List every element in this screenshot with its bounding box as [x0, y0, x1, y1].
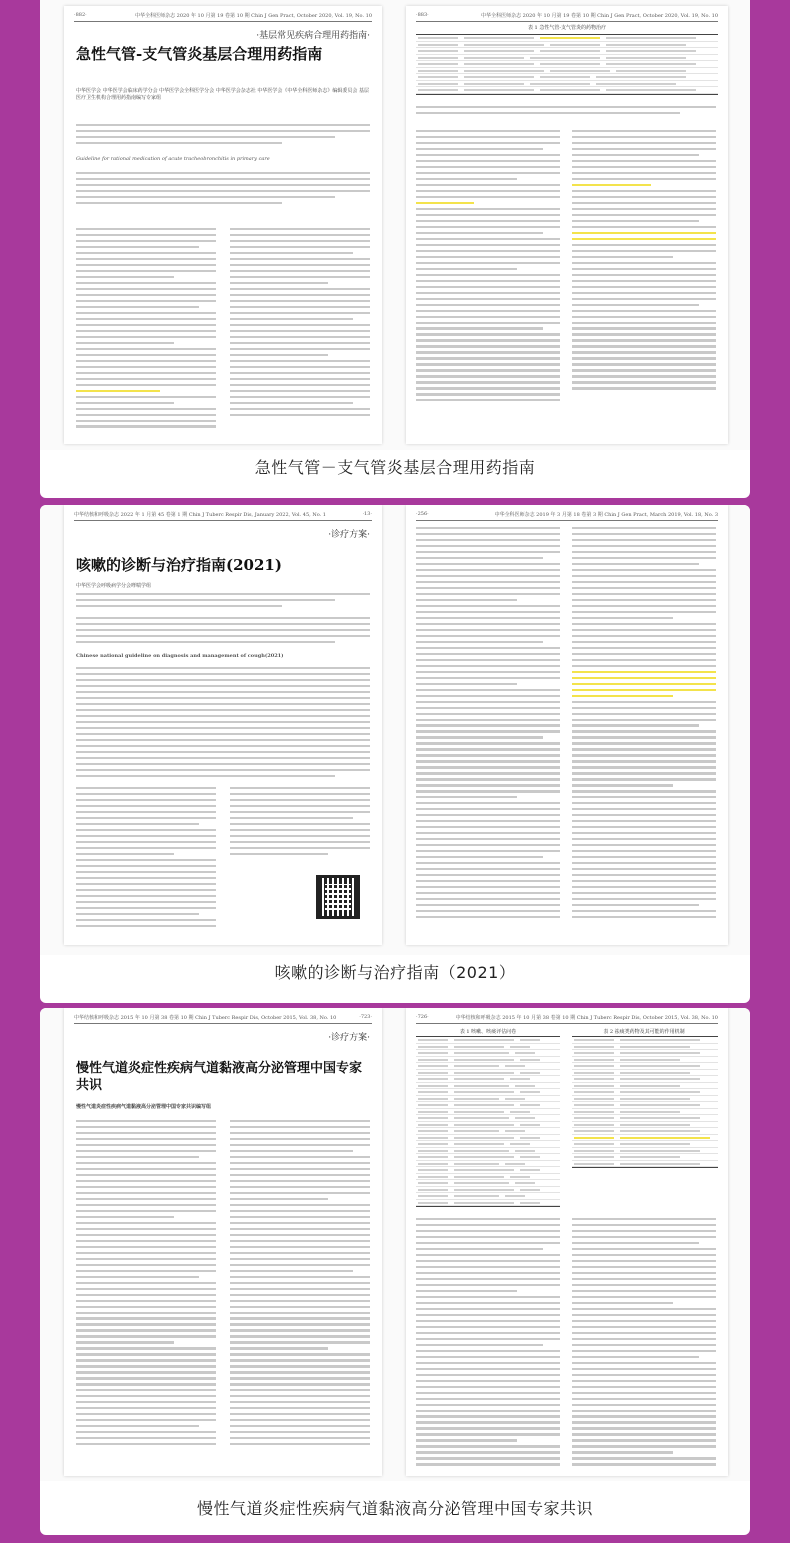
page-number: ·882·	[74, 12, 87, 18]
mucolytic-drug-table	[572, 1036, 718, 1168]
page-number: ·256·	[416, 511, 429, 517]
page-number: ·723·	[359, 1014, 372, 1020]
running-head	[74, 511, 372, 521]
body-column-right	[230, 787, 370, 859]
page-number: ·726·	[416, 1014, 429, 1020]
section-label: ·诊疗方案·	[328, 1033, 370, 1043]
running-head	[416, 511, 718, 521]
body-column-left	[416, 527, 560, 922]
body-column-right	[230, 1120, 370, 1449]
body-column-left	[76, 787, 216, 931]
abstract-text	[76, 124, 370, 148]
document-page-left	[64, 6, 382, 444]
document-page-right	[406, 505, 728, 945]
document-page-right	[406, 6, 728, 444]
journal-info: 中华结核和呼吸杂志 2015 年 10 月第 38 卷第 10 期 Chin J Tuberc Respir Dis, October 2015, Vol. 38, No. 10	[74, 1015, 337, 1021]
body-column-right	[230, 228, 370, 420]
document-title: 慢性气道炎症性疾病气道黏液高分泌管理中国专家共识	[76, 1061, 363, 1093]
document-preview	[40, 0, 750, 450]
journal-info: 中华全科医师杂志 2020 年 10 月第 19 卷第 10 期 Chin J Gen Pract, October 2020, Vol. 19, No. 10	[135, 13, 372, 19]
running-head	[74, 1014, 372, 1024]
document-caption: 急性气管－支气管炎基层合理用药指南	[254, 458, 536, 477]
journal-info: 中华全科医师杂志 2020 年 10 月第 19 卷第 10 期 Chin J Gen Pract, October 2020, Vol. 19, No. 10	[481, 13, 718, 19]
english-abstract	[76, 667, 370, 781]
table-title: 表 1 急性气管-支气管炎的药物治疗	[527, 25, 607, 31]
document-preview	[40, 1008, 750, 1481]
affiliation	[76, 593, 370, 611]
english-title: Guideline for rational medication of acute tracheobronchitis in primary care	[76, 156, 270, 162]
authors: 中华医学会 中华医学会临床药学分会 中华医学会全科医学分会 中华医学会杂志社 中华医学会《中华全科医师杂志》编辑委员会 基层医疗卫生机构合理用药指南编写专家组	[76, 88, 369, 101]
body-column-right	[572, 1218, 716, 1469]
table-note	[416, 106, 716, 118]
table-title-1: 表 1 咳嗽、咳痰评估问卷	[459, 1029, 517, 1035]
running-head	[416, 12, 718, 22]
document-caption: 慢性气道炎症性疾病气道黏液高分泌管理中国专家共识	[196, 1499, 593, 1518]
english-title: Chinese national guideline on diagnosis and management of cough(2021)	[76, 653, 284, 659]
drug-table	[416, 34, 718, 95]
table-title-2: 表 2 祛痰类药物及其可能的作用机制	[603, 1029, 685, 1035]
page-number: ·883·	[416, 12, 429, 18]
document-page-left	[64, 505, 382, 945]
body-column-left	[416, 1218, 560, 1469]
body-column-left	[416, 130, 560, 405]
guideline-card-1	[40, 0, 750, 498]
abstract-text	[76, 617, 370, 647]
body-column-left	[76, 1120, 216, 1449]
document-page-left	[64, 1008, 382, 1476]
running-head	[74, 12, 372, 22]
document-caption: 咳嗽的诊断与治疗指南（2021）	[274, 963, 516, 982]
section-label: ·基层常见疾病合理用药指南·	[256, 31, 370, 41]
authors: 慢性气道炎症性疾病气道黏液高分泌管理中国专家共识编写组	[76, 1104, 212, 1110]
cough-questionnaire-table	[416, 1036, 560, 1207]
document-title: 咳嗽的诊断与治疗指南(2021)	[76, 556, 282, 574]
journal-info: 中华结核和呼吸杂志 2015 年 10 月第 38 卷第 10 期 Chin J Tuberc Respir Dis, October 2015, Vol. 38, No. 10	[455, 1015, 718, 1021]
body-column-left	[76, 228, 216, 431]
document-page-right	[406, 1008, 728, 1476]
page-number: ·13·	[362, 511, 372, 517]
authors: 中华医学会呼吸病学分会哮喘学组	[76, 583, 152, 589]
document-preview	[40, 505, 750, 955]
body-column-right	[572, 527, 716, 922]
english-abstract	[76, 172, 370, 208]
document-title: 急性气管-支气管炎基层合理用药指南	[76, 45, 323, 63]
running-head	[416, 1014, 718, 1024]
journal-info: 中华结核和呼吸杂志 2022 年 1 月第 45 卷第 1 期 Chin J Tuberc Respir Dis, January 2022, Vol. 45, No. 1	[74, 512, 326, 518]
body-column-right	[572, 130, 716, 393]
section-label: ·诊疗方案·	[328, 530, 370, 540]
journal-info: 中华全科医师杂志 2019 年 3 月第 18 卷第 3 期 Chin J Gen Pract, March 2019, Vol. 18, No. 3	[494, 512, 718, 518]
qr-code	[316, 875, 360, 919]
guideline-card-2	[40, 505, 750, 1003]
guideline-card-3	[40, 1008, 750, 1535]
